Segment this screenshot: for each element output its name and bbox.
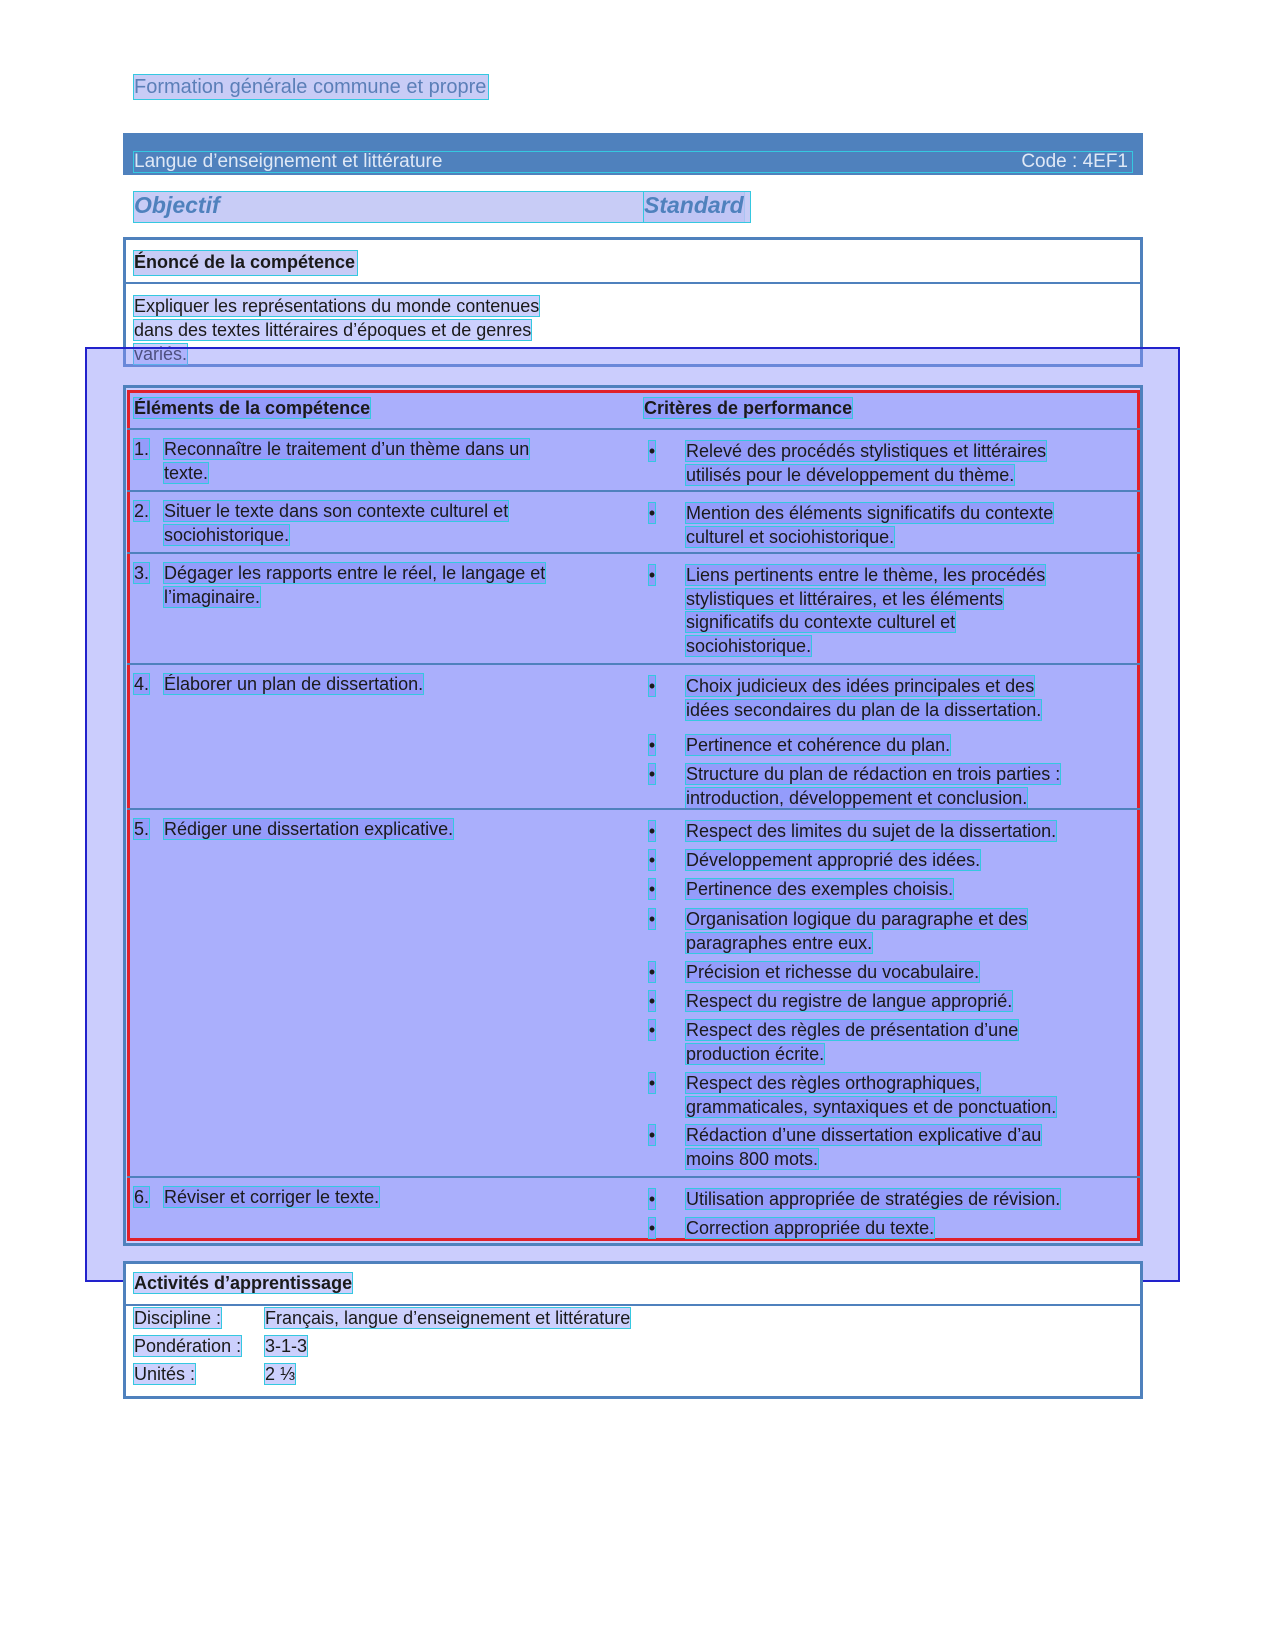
table-row-2-element: 2. Situer le texte dans son contexte culturel et sociohistorique.: [134, 501, 509, 545]
row-divider: [127, 1176, 1140, 1178]
weighting-label: Pondération :: [134, 1336, 242, 1356]
competency-statement-label: Énoncé de la compétence: [134, 251, 357, 275]
competency-statement-text: Expliquer les représentations du monde contenues dans des textes littéraires d’époques et de genres variés.: [134, 296, 540, 364]
table-row-1-element: 1. Reconnaître le traitement d’un thème dans un texte.: [134, 439, 530, 483]
row-divider: [127, 490, 1140, 492]
standard-heading: Standard: [644, 192, 750, 222]
col-header-elements: Éléments de la compétence: [134, 398, 371, 418]
row-divider: [127, 663, 1140, 665]
discipline-label: Discipline :: [134, 1308, 222, 1328]
course-header-bar: [123, 133, 1143, 175]
course-title: Langue d’enseignement et littérature: [134, 151, 443, 172]
objective-heading: Objectif: [134, 192, 744, 222]
learning-activities-label: Activités d’apprentissage: [134, 1273, 353, 1293]
units-value: 2 ⅓: [265, 1364, 296, 1384]
course-code: Code : 4EF1: [1021, 151, 1128, 172]
section-title: Formation générale commune et propre: [134, 76, 487, 98]
col-header-criteria: Critères de performance: [644, 398, 853, 418]
weighting-value: 3-1-3: [265, 1336, 308, 1356]
row-divider: [127, 808, 1140, 810]
discipline-value: Français, langue d’enseignement et littérature: [265, 1308, 631, 1328]
row-divider: [127, 428, 1140, 430]
row-divider: [127, 552, 1140, 554]
units-label: Unités :: [134, 1364, 196, 1384]
